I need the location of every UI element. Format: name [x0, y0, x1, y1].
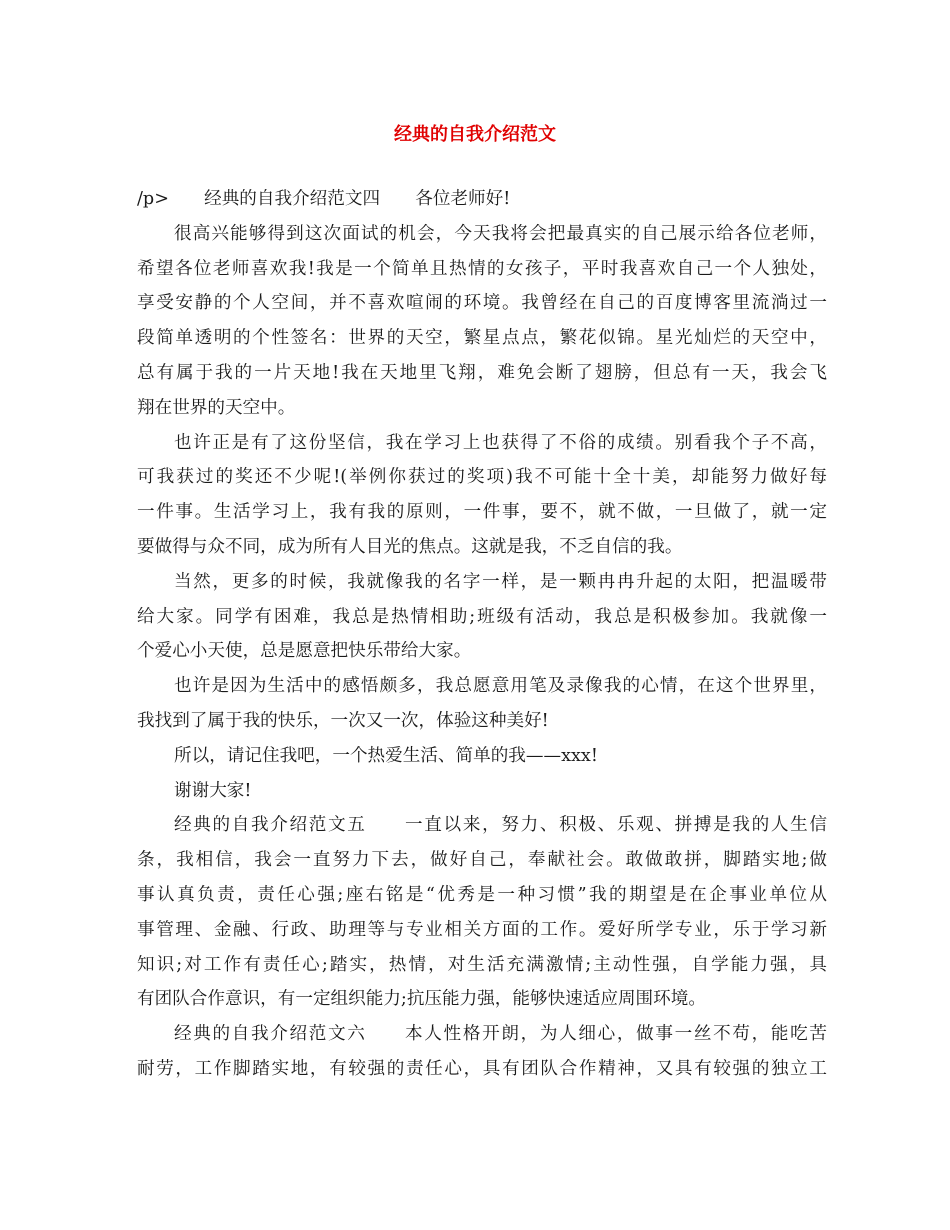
- text-line: 享受安静的个人空间，并不喜欢喧闹的环境。我曾经在自己的百度博客里流淌过一: [137, 293, 827, 314]
- text-line: 知识;对工作有责任心;踏实，热情，对生活充满激情;主动性强，自学能力强，具: [137, 954, 827, 975]
- text-line: 当然，更多的时候，我就像我的名字一样，是一颗冉冉升起的太阳，把温暖带: [174, 571, 827, 592]
- text-line: 经典的自我介绍范文六 本人性格开朗，为人细心，做事一丝不苟，能吃苦: [174, 1024, 827, 1045]
- text-line: 也许是因为生活中的感悟颇多，我总愿意用笔及录像我的心情，在这个世界里，: [174, 676, 827, 697]
- text-line: /p> 经典的自我介绍范文四 各位老师好!: [137, 189, 511, 209]
- document-body: [137, 182, 827, 1087]
- text-line: 个爱心小天使，总是愿意把快乐带给大家。: [137, 641, 472, 662]
- text-line: 事管理、金融、行政、助理等与专业相关方面的工作。爱好所学专业，乐于学习新: [137, 919, 827, 940]
- text-line: 也许正是有了这份坚信，我在学习上也获得了不俗的成绩。别看我个子不高，: [174, 432, 827, 453]
- text-line: 一件事。生活学习上，我有我的原则，一件事，要不，就不做，一旦做了，就一定: [137, 502, 827, 523]
- text-line: 段简单透明的个性签名：世界的天空，繁星点点，繁花似锦。星光灿烂的天空中，: [137, 328, 827, 349]
- text-line: 希望各位老师喜欢我!我是一个简单且热情的女孩子，平时我喜欢自己一个人独处，: [137, 258, 827, 279]
- text-line: 条，我相信，我会一直努力下去，做好自己，奉献社会。敢做敢拼，脚踏实地;做: [137, 850, 827, 871]
- text-line: 所以，请记住我吧，一个热爱生活、简单的我——xxx!: [174, 745, 598, 766]
- text-line: 事认真负责，责任心强;座右铭是“优秀是一种习惯”我的期望是在企事业单位从: [137, 884, 827, 905]
- text-line: 经典的自我介绍范文五 一直以来，努力、积极、乐观、拼搏是我的人生信: [174, 815, 827, 836]
- text-line: 我找到了属于我的快乐，一次又一次，体验这种美好!: [137, 710, 549, 731]
- text-line: 谢谢大家!: [174, 780, 252, 801]
- text-line: 翔在世界的天空中。: [137, 397, 296, 418]
- text-line: 可我获过的奖还不少呢!(举例你获过的奖项)我不可能十全十美，却能努力做好每: [137, 467, 827, 488]
- document-title: 经典的自我介绍范文: [394, 124, 556, 145]
- text-line: 耐劳，工作脚踏实地，有较强的责任心，具有团队合作精神，又具有较强的独立工: [137, 1058, 827, 1079]
- text-line: 给大家。同学有困难，我总是热情相助;班级有活动，我总是积极参加。我就像一: [137, 606, 827, 627]
- text-line: 有团队合作意识，有一定组织能力;抗压能力强，能够快速适应周围环境。: [137, 989, 706, 1010]
- text-line: 总有属于我的一片天地!我在天地里飞翔，难免会断了翅膀，但总有一天，我会飞: [137, 362, 827, 383]
- text-line: 很高兴能够得到这次面试的机会，今天我将会把最真实的自己展示给各位老师，: [174, 223, 827, 244]
- text-line: 要做得与众不同，成为所有人目光的焦点。这就是我，不乏自信的我。: [137, 536, 683, 557]
